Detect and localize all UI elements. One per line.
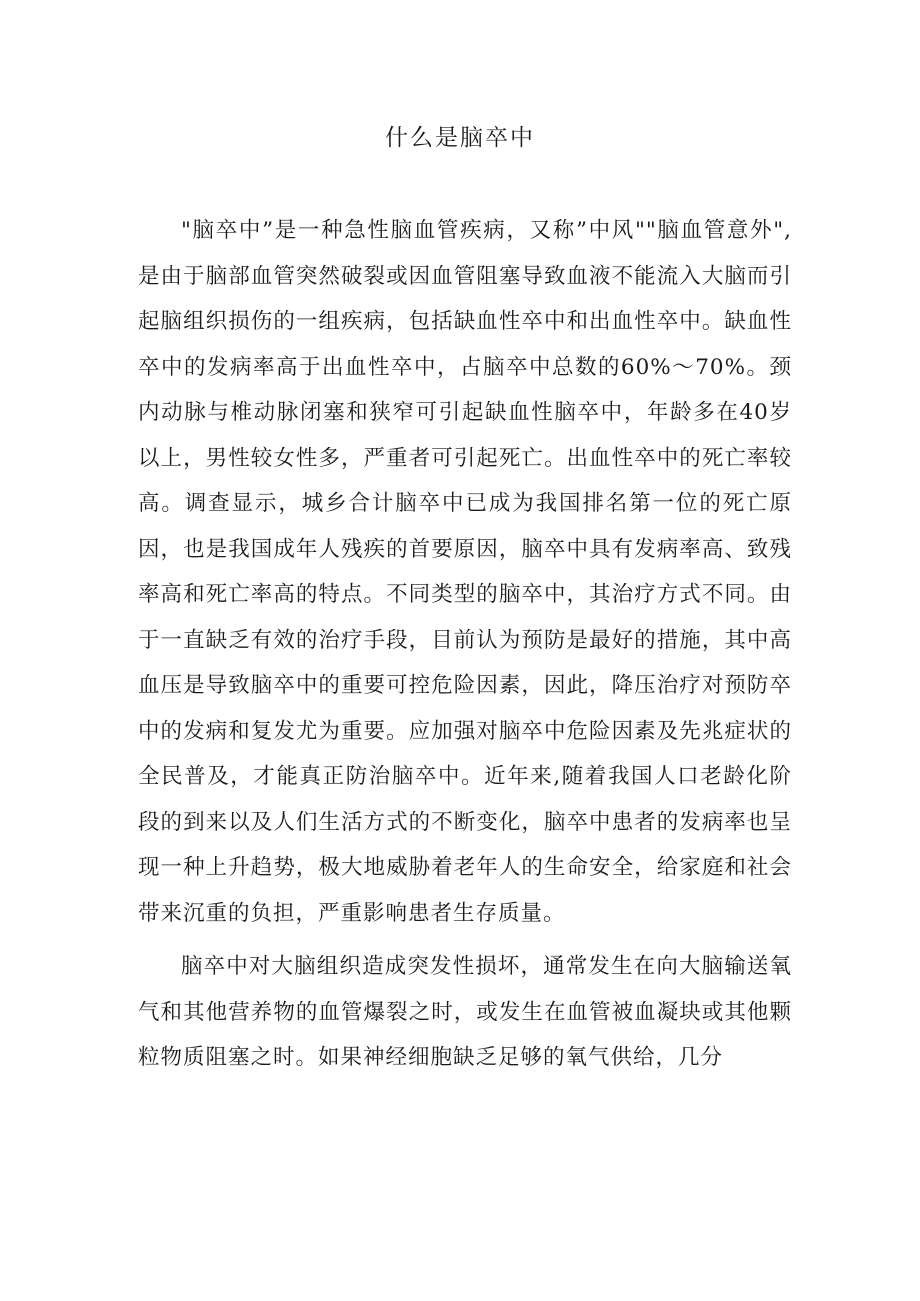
document-title: 什么是脑卒中 xyxy=(385,125,535,151)
paragraph-1: "脑卒中”是一种急性脑血管疾病，又称”中风""脑血管意外",是由于脑部血管突然破裂或因血管阻塞导致血液不能流入大脑而引起脑组织损伤的一组疾病，包括缺血性卒中和出血性卒中。缺血性卒中的发病率高于出血性卒中，占脑卒中总数的60%～70%。颈内动脉与椎动脉闭塞和狭窄可引起缺血性脑卒中，年龄多在40岁以上，男性较女性多，严重者可引起死亡。出血性卒中的死亡率较高。调查显示，城乡合计脑卒中已成为我国排名第一位的死亡原因，也是我国成年人残疾的首要原因，脑卒中具有发病率高、致残率高和死亡率高的特点。不同类型的脑卒中，其治疗方式不同。由于一直缺乏有效的治疗手段，目前认为预防是最好的措施，其中高血压是导致脑卒中的重要可控危险因素，因此，降压治疗对预防卒中的发病和复发尤为重要。应加强对脑卒中危险因素及先兆症状的全民普及，才能真正防治脑卒中。近年来,随着我国人口老龄化阶段的到来以及人们生活方式的不断变化，脑卒中患者的发病率也呈现一种上升趋势，极大地威胁着老年人的生命安全，给家庭和社会带来沉重的负担，严重影响患者生存质量。 xyxy=(138,218,792,926)
document-body xyxy=(138,208,792,1081)
paragraph-2: 脑卒中对大脑组织造成突发性损坏，通常发生在向大脑输送氧气和其他营养物的血管爆裂之时，或发生在血管被血凝块或其他颗粒物质阻塞之时。如果神经细胞缺乏足够的氧气供给，几分 xyxy=(138,954,792,1070)
